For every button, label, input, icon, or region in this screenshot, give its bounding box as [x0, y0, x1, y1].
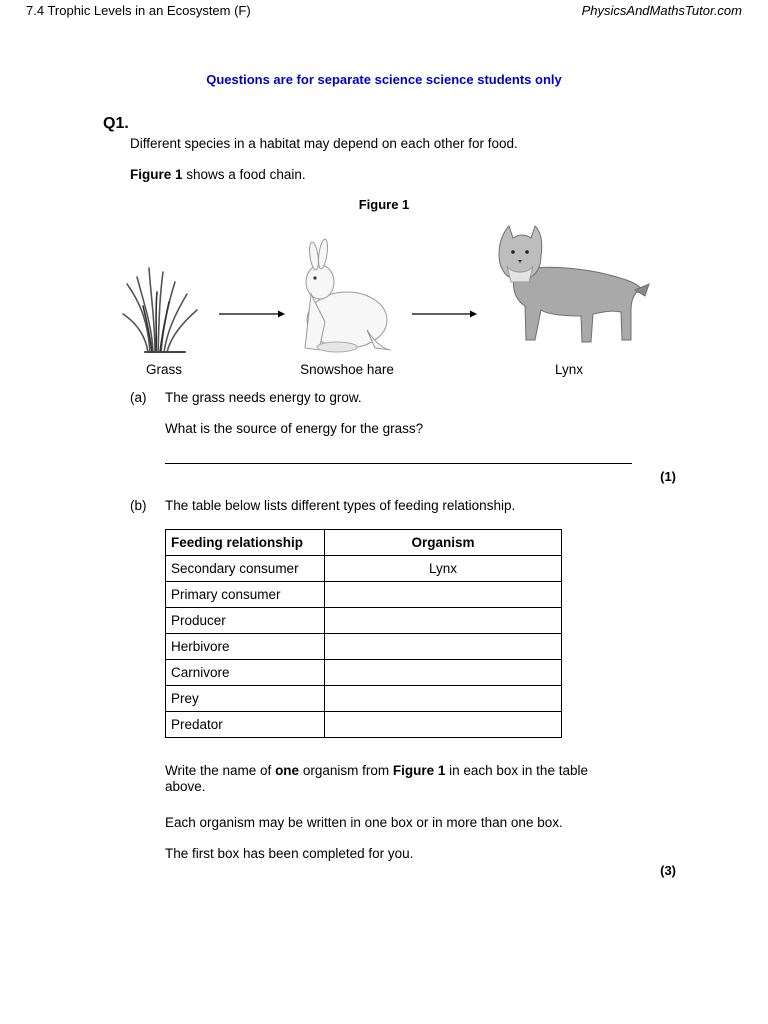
header-organism: Organism [325, 530, 562, 556]
organism-answer-cell[interactable] [325, 634, 562, 660]
part-b-text: The table below lists different types of feeding relationship. [165, 498, 516, 513]
lynx-illustration [499, 226, 649, 342]
part-a-marks: (1) [660, 469, 676, 484]
organism-answer-cell[interactable] [325, 582, 562, 608]
organism-label-snowshoe-hare: Snowshoe hare [300, 362, 394, 377]
figure-ref-bold: Figure 1 [130, 167, 183, 182]
relationship-cell: Secondary consumer [166, 556, 325, 582]
part-a-label: (a) [130, 390, 147, 405]
figure-ref-text: shows a food chain. [182, 167, 306, 182]
table-row [166, 634, 562, 660]
organism-label-grass: Grass [145, 362, 182, 377]
part-b-instruction [165, 763, 625, 795]
instruction-bold-figure: Figure 1 [392, 763, 446, 778]
part-b-label: (b) [130, 498, 147, 513]
figure-reference [130, 167, 306, 183]
table-row [166, 556, 562, 582]
table-row [166, 582, 562, 608]
organism-label-lynx: Lynx [554, 362, 583, 377]
table-row [166, 712, 562, 738]
instruction-text: in each box in the table above. [165, 763, 588, 794]
header-title: 7.4 Trophic Levels in an Ecosystem (F) [26, 3, 251, 18]
table-row [166, 608, 562, 634]
table-header-row [166, 530, 562, 556]
part-a-prompt: What is the source of energy for the grass? [165, 421, 424, 436]
relationship-cell: Carnivore [166, 660, 325, 686]
question-intro: Different species in a habitat may depend on each other for food. [130, 136, 518, 151]
part-a-text: The grass needs energy to grow. [165, 390, 362, 405]
header-feeding-relationship: Feeding relationship [166, 530, 325, 556]
separate-science-notice: Questions are for separate science science students only [206, 72, 562, 87]
question-number: Q1. [103, 115, 129, 132]
part-a-answer-line[interactable] [165, 463, 632, 464]
instruction-text: organism from [299, 763, 393, 778]
table-row [166, 686, 562, 712]
feeding-relationship-table [165, 529, 562, 738]
part-b-note-two: The first box has been completed for you. [165, 846, 414, 861]
instruction-text: Write the name of [165, 763, 276, 778]
food-chain-figure [115, 222, 660, 362]
relationship-cell: Predator [166, 712, 325, 738]
relationship-cell: Primary consumer [166, 582, 325, 608]
figure-title: Figure 1 [358, 197, 410, 212]
relationship-cell: Producer [166, 608, 325, 634]
part-b-note-one: Each organism may be written in one box or in more than one box. [165, 815, 563, 830]
arrow-grass-to-hare [219, 311, 285, 318]
grass-illustration [123, 268, 197, 352]
organism-answer-cell[interactable] [325, 660, 562, 686]
relationship-cell: Herbivore [166, 634, 325, 660]
organism-cell: Lynx [325, 556, 562, 582]
organism-answer-cell[interactable] [325, 712, 562, 738]
header-site-link[interactable]: PhysicsAndMathsTutor.com [581, 3, 742, 18]
table-row [166, 660, 562, 686]
snowshoe-hare-illustration [305, 239, 391, 352]
organism-answer-cell[interactable] [325, 608, 562, 634]
arrow-hare-to-lynx [412, 311, 477, 318]
instruction-bold-one: one [275, 763, 300, 778]
relationship-cell: Prey [166, 686, 325, 712]
part-b-marks: (3) [660, 863, 676, 878]
organism-answer-cell[interactable] [325, 686, 562, 712]
